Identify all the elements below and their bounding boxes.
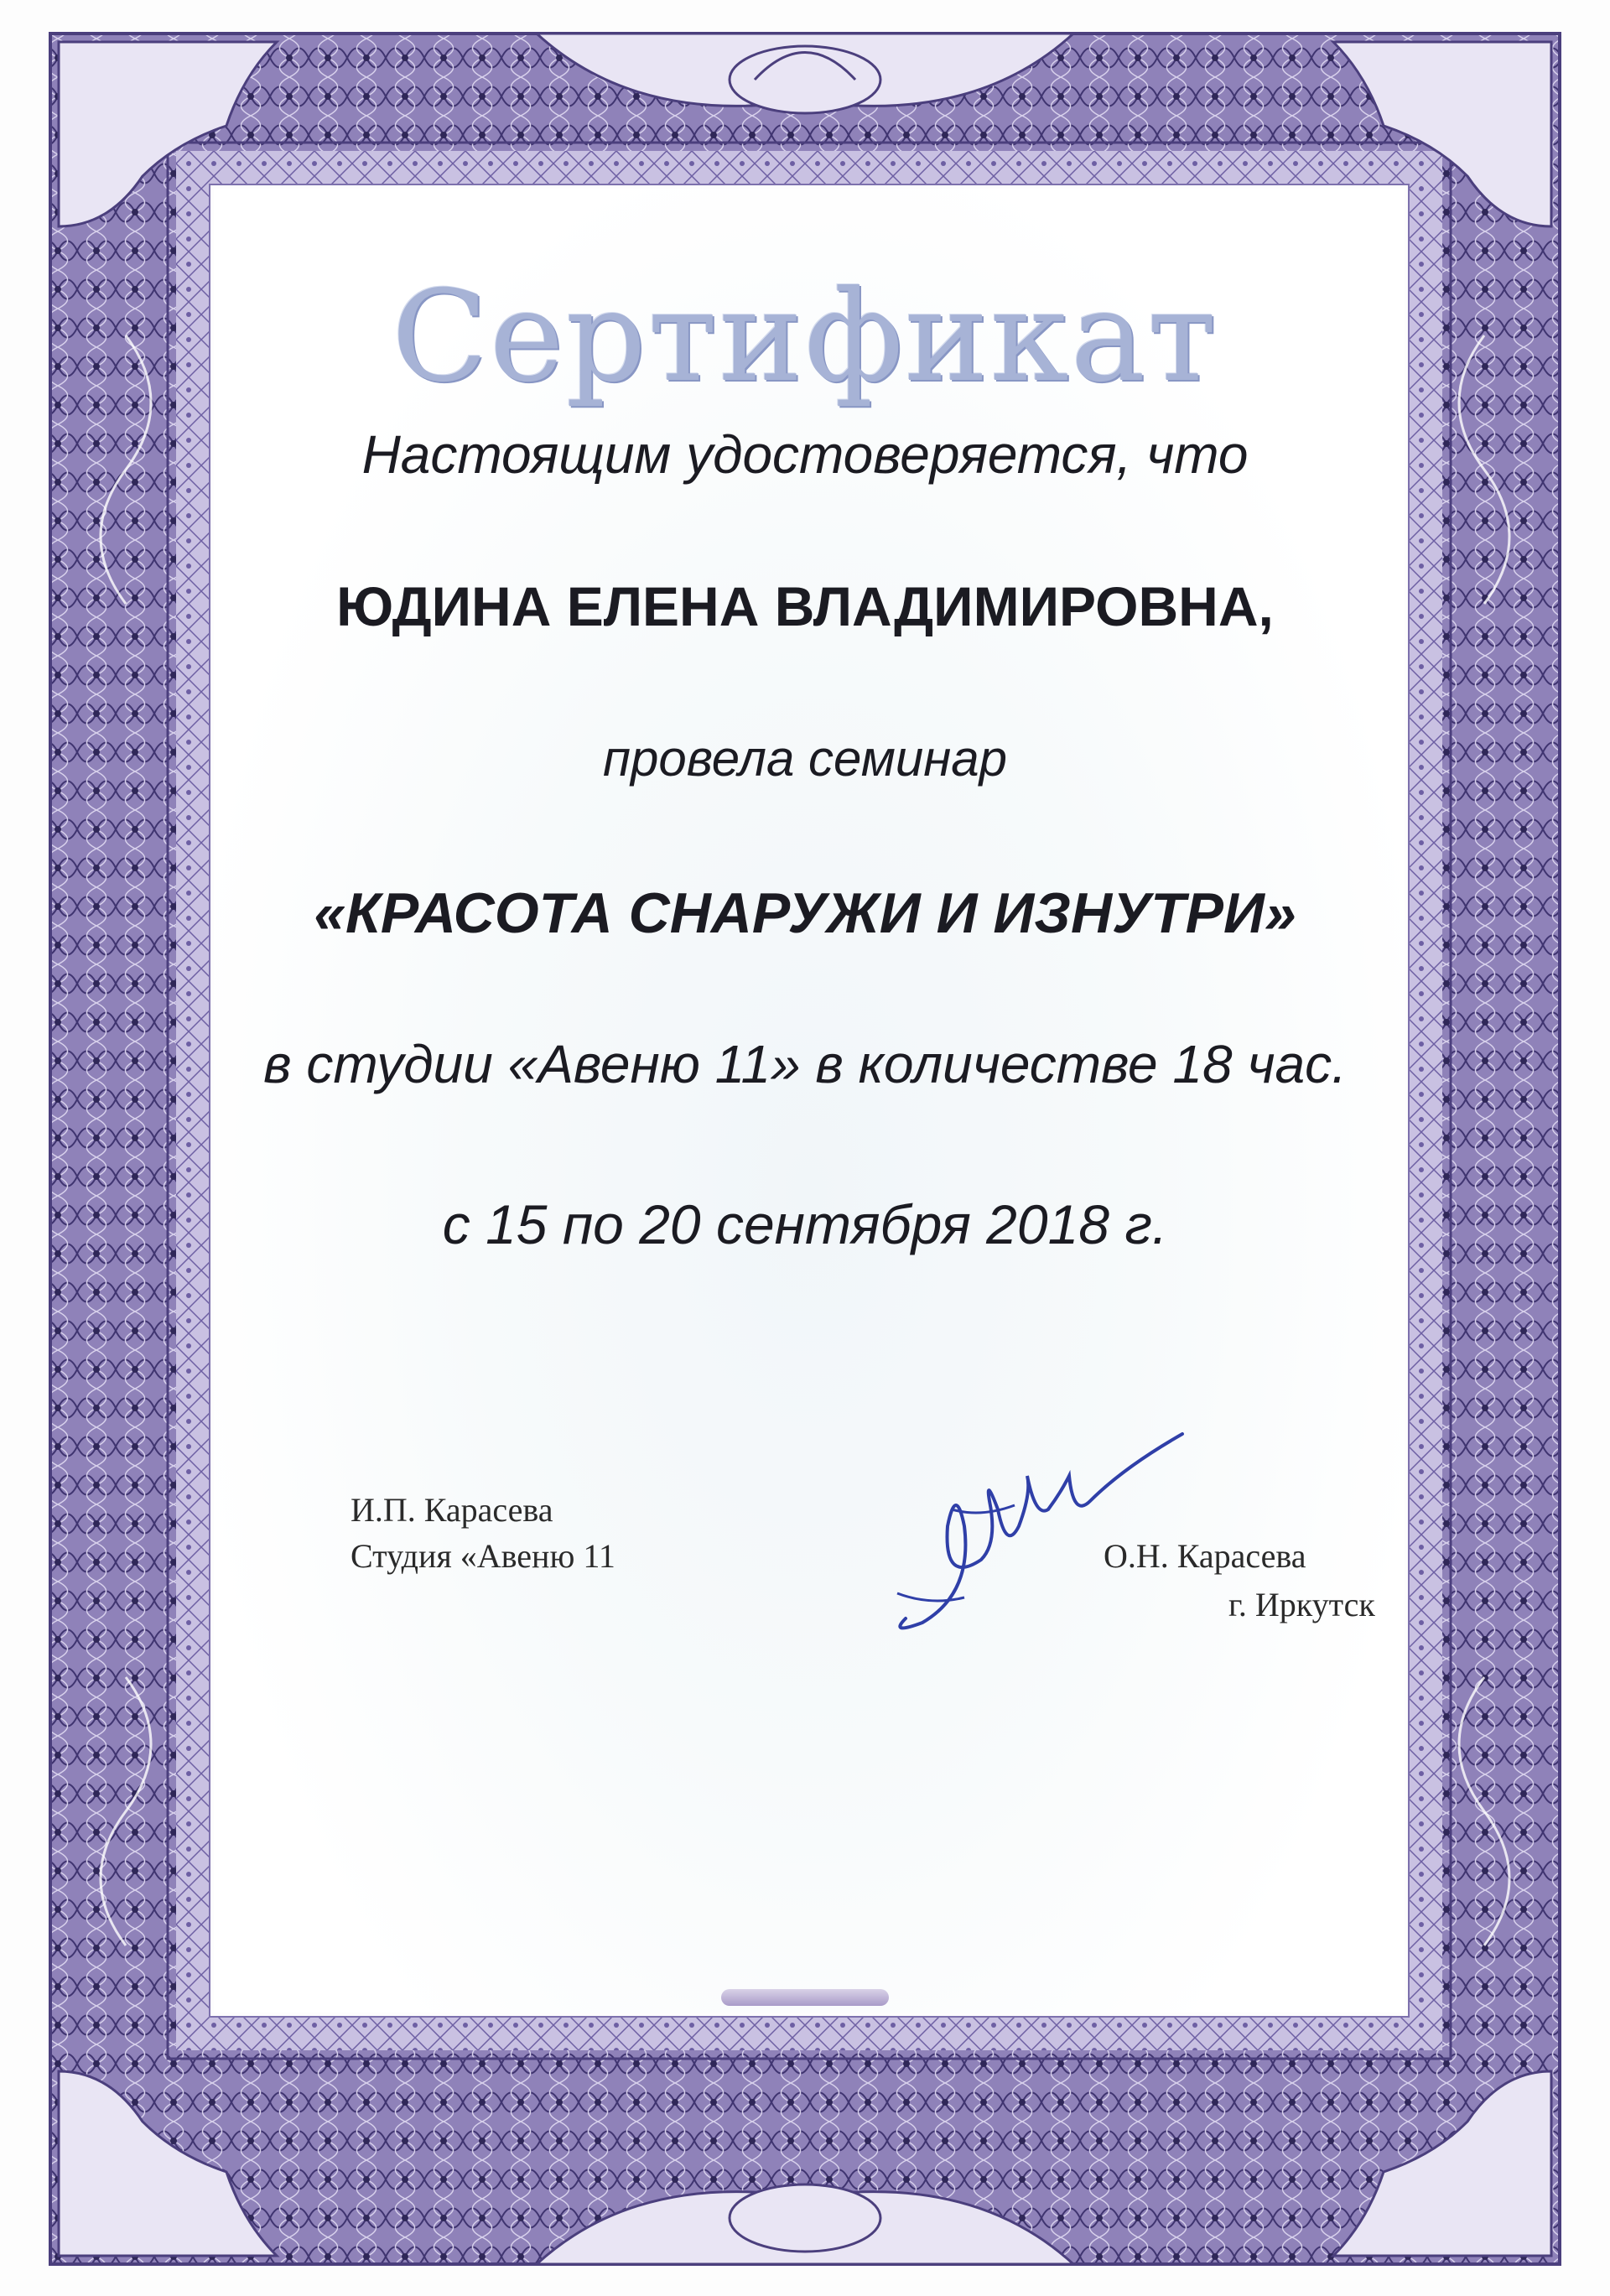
left-signatory-name: И.П. Карасева — [351, 1491, 553, 1529]
date-range: с 15 по 20 сентября 2018 г. — [442, 1193, 1168, 1255]
right-signatory-name: О.Н. Карасева — [1104, 1537, 1306, 1575]
recipient-name: ЮДИНА ЕЛЕНА ВЛАДИМИРОВНА, — [336, 575, 1274, 637]
right-signatory-city: г. Иркутск — [1228, 1586, 1375, 1623]
left-signatory-org: Студия «Авеню 11 — [351, 1537, 615, 1575]
studio-hours-text: в студии «Авеню 11» в количестве 18 час. — [263, 1034, 1347, 1094]
seminar-title: «КРАСОТА СНАРУЖИ И ИЗНУТРИ» — [314, 881, 1296, 945]
certificate-title: Сертификат — [391, 264, 1219, 410]
handwritten-signature — [872, 1426, 1191, 1644]
action-text: провела семинар — [603, 730, 1007, 787]
intro-text: Настоящим удостоверяется, что — [361, 424, 1249, 485]
bottom-ornament-plaque — [721, 1989, 889, 2006]
